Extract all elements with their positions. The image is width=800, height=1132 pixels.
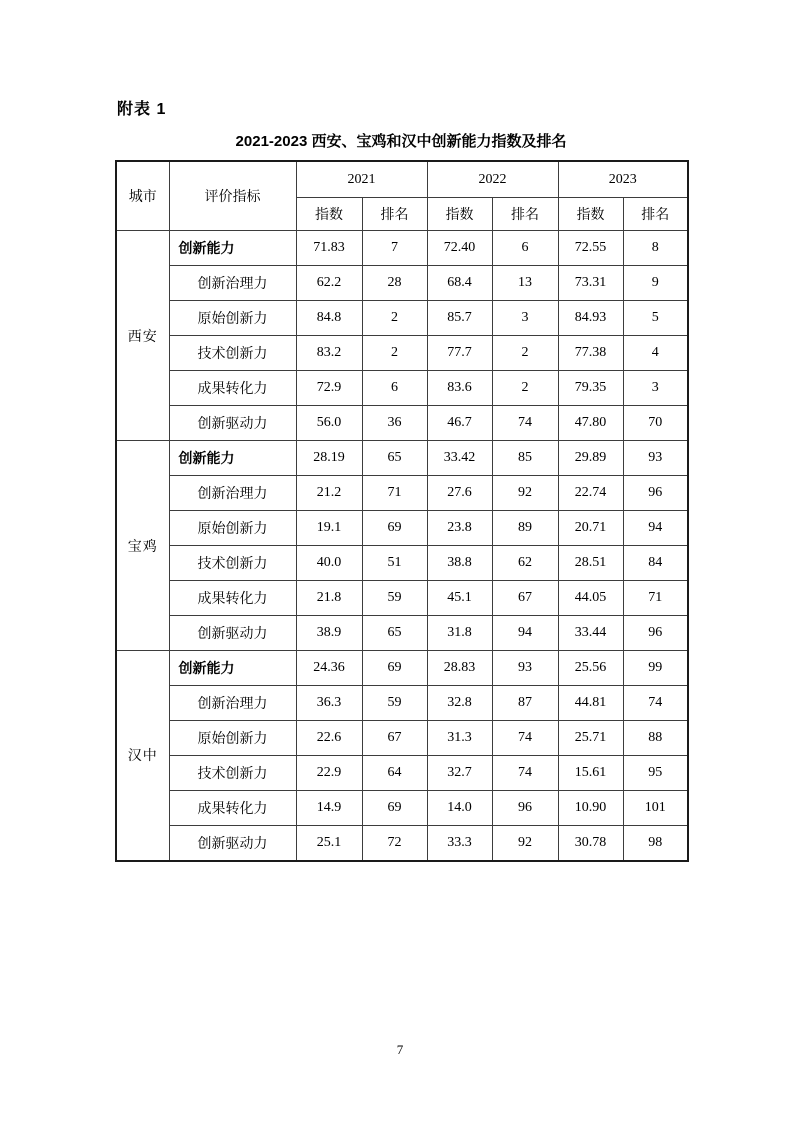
table-row	[116, 266, 688, 301]
header-index-2021: 指数	[296, 198, 362, 231]
index-cell: 10.90	[558, 791, 623, 826]
index-cell: 84.93	[558, 301, 623, 336]
table-row	[116, 756, 688, 791]
rank-cell: 51	[362, 546, 427, 581]
indicator-cell: 成果转化力	[169, 791, 296, 826]
rank-cell: 2	[492, 371, 558, 406]
header-city: 城市	[116, 161, 169, 231]
rank-cell: 59	[362, 581, 427, 616]
index-cell: 38.8	[427, 546, 492, 581]
rank-cell: 64	[362, 756, 427, 791]
rank-cell: 65	[362, 441, 427, 476]
table-row	[116, 406, 688, 441]
table-title: 2021-2023 西安、宝鸡和汉中创新能力指数及排名	[235, 133, 567, 150]
index-cell: 77.38	[558, 336, 623, 371]
header-index-2022: 指数	[427, 198, 492, 231]
rank-cell: 3	[492, 301, 558, 336]
table-row	[116, 616, 688, 651]
rank-cell: 9	[623, 266, 688, 301]
header-year-2021: 2021	[296, 161, 427, 198]
rank-cell: 87	[492, 686, 558, 721]
index-cell: 25.71	[558, 721, 623, 756]
index-cell: 22.74	[558, 476, 623, 511]
rank-cell: 2	[492, 336, 558, 371]
header-index-2023: 指数	[558, 198, 623, 231]
index-cell: 32.7	[427, 756, 492, 791]
index-cell: 15.61	[558, 756, 623, 791]
table-row	[116, 686, 688, 721]
rank-cell: 92	[492, 826, 558, 861]
table-row	[116, 301, 688, 336]
index-cell: 21.8	[296, 581, 362, 616]
index-cell: 68.4	[427, 266, 492, 301]
rank-cell: 8	[623, 231, 688, 266]
index-cell: 31.8	[427, 616, 492, 651]
index-cell: 47.80	[558, 406, 623, 441]
index-cell: 72.55	[558, 231, 623, 266]
index-cell: 71.83	[296, 231, 362, 266]
rank-cell: 69	[362, 651, 427, 686]
indicator-cell: 原始创新力	[169, 721, 296, 756]
index-cell: 21.2	[296, 476, 362, 511]
index-cell: 22.6	[296, 721, 362, 756]
rank-cell: 5	[623, 301, 688, 336]
table-row	[116, 371, 688, 406]
index-cell: 29.89	[558, 441, 623, 476]
index-cell: 44.81	[558, 686, 623, 721]
index-cell: 62.2	[296, 266, 362, 301]
index-cell: 36.3	[296, 686, 362, 721]
rank-cell: 84	[623, 546, 688, 581]
rank-cell: 94	[623, 511, 688, 546]
rank-cell: 101	[623, 791, 688, 826]
index-cell: 79.35	[558, 371, 623, 406]
rank-cell: 3	[623, 371, 688, 406]
rank-cell: 71	[623, 581, 688, 616]
rank-cell: 98	[623, 826, 688, 861]
rank-cell: 2	[362, 336, 427, 371]
rank-cell: 6	[492, 231, 558, 266]
index-cell: 32.8	[427, 686, 492, 721]
indicator-cell: 成果转化力	[169, 581, 296, 616]
indicator-cell: 创新治理力	[169, 476, 296, 511]
index-cell: 24.36	[296, 651, 362, 686]
rank-cell: 62	[492, 546, 558, 581]
rank-cell: 95	[623, 756, 688, 791]
rank-cell: 70	[623, 406, 688, 441]
header-indicator: 评价指标	[169, 161, 296, 231]
index-cell: 31.3	[427, 721, 492, 756]
rank-cell: 88	[623, 721, 688, 756]
rank-cell: 4	[623, 336, 688, 371]
index-cell: 23.8	[427, 511, 492, 546]
index-cell: 22.9	[296, 756, 362, 791]
index-cell: 14.9	[296, 791, 362, 826]
table-row	[116, 581, 688, 616]
index-cell: 30.78	[558, 826, 623, 861]
index-cell: 25.56	[558, 651, 623, 686]
index-cell: 46.7	[427, 406, 492, 441]
indicator-cell: 创新能力	[169, 231, 296, 266]
index-cell: 56.0	[296, 406, 362, 441]
header-year-2023: 2023	[558, 161, 688, 198]
city-cell: 汉中	[116, 651, 169, 861]
rank-cell: 59	[362, 686, 427, 721]
rank-cell: 89	[492, 511, 558, 546]
table-row	[116, 511, 688, 546]
rank-cell: 74	[492, 406, 558, 441]
index-cell: 84.8	[296, 301, 362, 336]
index-cell: 72.9	[296, 371, 362, 406]
rank-cell: 67	[362, 721, 427, 756]
index-cell: 33.44	[558, 616, 623, 651]
rank-cell: 2	[362, 301, 427, 336]
innovation-index-table	[115, 160, 689, 862]
rank-cell: 93	[623, 441, 688, 476]
index-cell: 44.05	[558, 581, 623, 616]
index-cell: 20.71	[558, 511, 623, 546]
rank-cell: 65	[362, 616, 427, 651]
rank-cell: 69	[362, 511, 427, 546]
header-rank-2022: 排名	[492, 198, 558, 231]
index-cell: 45.1	[427, 581, 492, 616]
table-row	[116, 546, 688, 581]
table-row	[116, 336, 688, 371]
indicator-cell: 创新驱动力	[169, 616, 296, 651]
rank-cell: 36	[362, 406, 427, 441]
index-cell: 28.19	[296, 441, 362, 476]
indicator-cell: 创新治理力	[169, 266, 296, 301]
index-cell: 83.2	[296, 336, 362, 371]
index-cell: 83.6	[427, 371, 492, 406]
header-rank-2023: 排名	[623, 198, 688, 231]
indicator-cell: 原始创新力	[169, 511, 296, 546]
rank-cell: 13	[492, 266, 558, 301]
index-cell: 19.1	[296, 511, 362, 546]
table-row	[116, 231, 688, 266]
appendix-label: 附表 1	[117, 101, 167, 118]
rank-cell: 7	[362, 231, 427, 266]
indicator-cell: 成果转化力	[169, 371, 296, 406]
index-cell: 33.42	[427, 441, 492, 476]
table-row	[116, 826, 688, 861]
rank-cell: 96	[623, 476, 688, 511]
indicator-cell: 创新驱动力	[169, 406, 296, 441]
table-row	[116, 441, 688, 476]
index-cell: 27.6	[427, 476, 492, 511]
table-row	[116, 651, 688, 686]
index-cell: 28.83	[427, 651, 492, 686]
rank-cell: 93	[492, 651, 558, 686]
indicator-cell: 技术创新力	[169, 336, 296, 371]
index-cell: 72.40	[427, 231, 492, 266]
index-cell: 28.51	[558, 546, 623, 581]
rank-cell: 94	[492, 616, 558, 651]
table-row	[116, 476, 688, 511]
city-cell: 西安	[116, 231, 169, 441]
rank-cell: 92	[492, 476, 558, 511]
indicator-cell: 原始创新力	[169, 301, 296, 336]
index-cell: 40.0	[296, 546, 362, 581]
rank-cell: 85	[492, 441, 558, 476]
rank-cell: 6	[362, 371, 427, 406]
indicator-cell: 技术创新力	[169, 546, 296, 581]
index-cell: 73.31	[558, 266, 623, 301]
rank-cell: 72	[362, 826, 427, 861]
indicator-cell: 创新治理力	[169, 686, 296, 721]
rank-cell: 67	[492, 581, 558, 616]
rank-cell: 71	[362, 476, 427, 511]
rank-cell: 74	[623, 686, 688, 721]
page-number: 7	[396, 1042, 404, 1057]
indicator-cell: 创新能力	[169, 441, 296, 476]
header-year-2022: 2022	[427, 161, 558, 198]
table-row	[116, 791, 688, 826]
header-rank-2021: 排名	[362, 198, 427, 231]
index-cell: 14.0	[427, 791, 492, 826]
index-cell: 25.1	[296, 826, 362, 861]
indicator-cell: 创新能力	[169, 651, 296, 686]
indicator-cell: 技术创新力	[169, 756, 296, 791]
indicator-cell: 创新驱动力	[169, 826, 296, 861]
rank-cell: 74	[492, 756, 558, 791]
city-cell: 宝鸡	[116, 441, 169, 651]
rank-cell: 69	[362, 791, 427, 826]
table-row	[116, 721, 688, 756]
rank-cell: 99	[623, 651, 688, 686]
index-cell: 77.7	[427, 336, 492, 371]
rank-cell: 96	[623, 616, 688, 651]
header-row-years	[116, 161, 688, 198]
rank-cell: 74	[492, 721, 558, 756]
rank-cell: 96	[492, 791, 558, 826]
rank-cell: 28	[362, 266, 427, 301]
index-cell: 85.7	[427, 301, 492, 336]
index-cell: 38.9	[296, 616, 362, 651]
index-cell: 33.3	[427, 826, 492, 861]
